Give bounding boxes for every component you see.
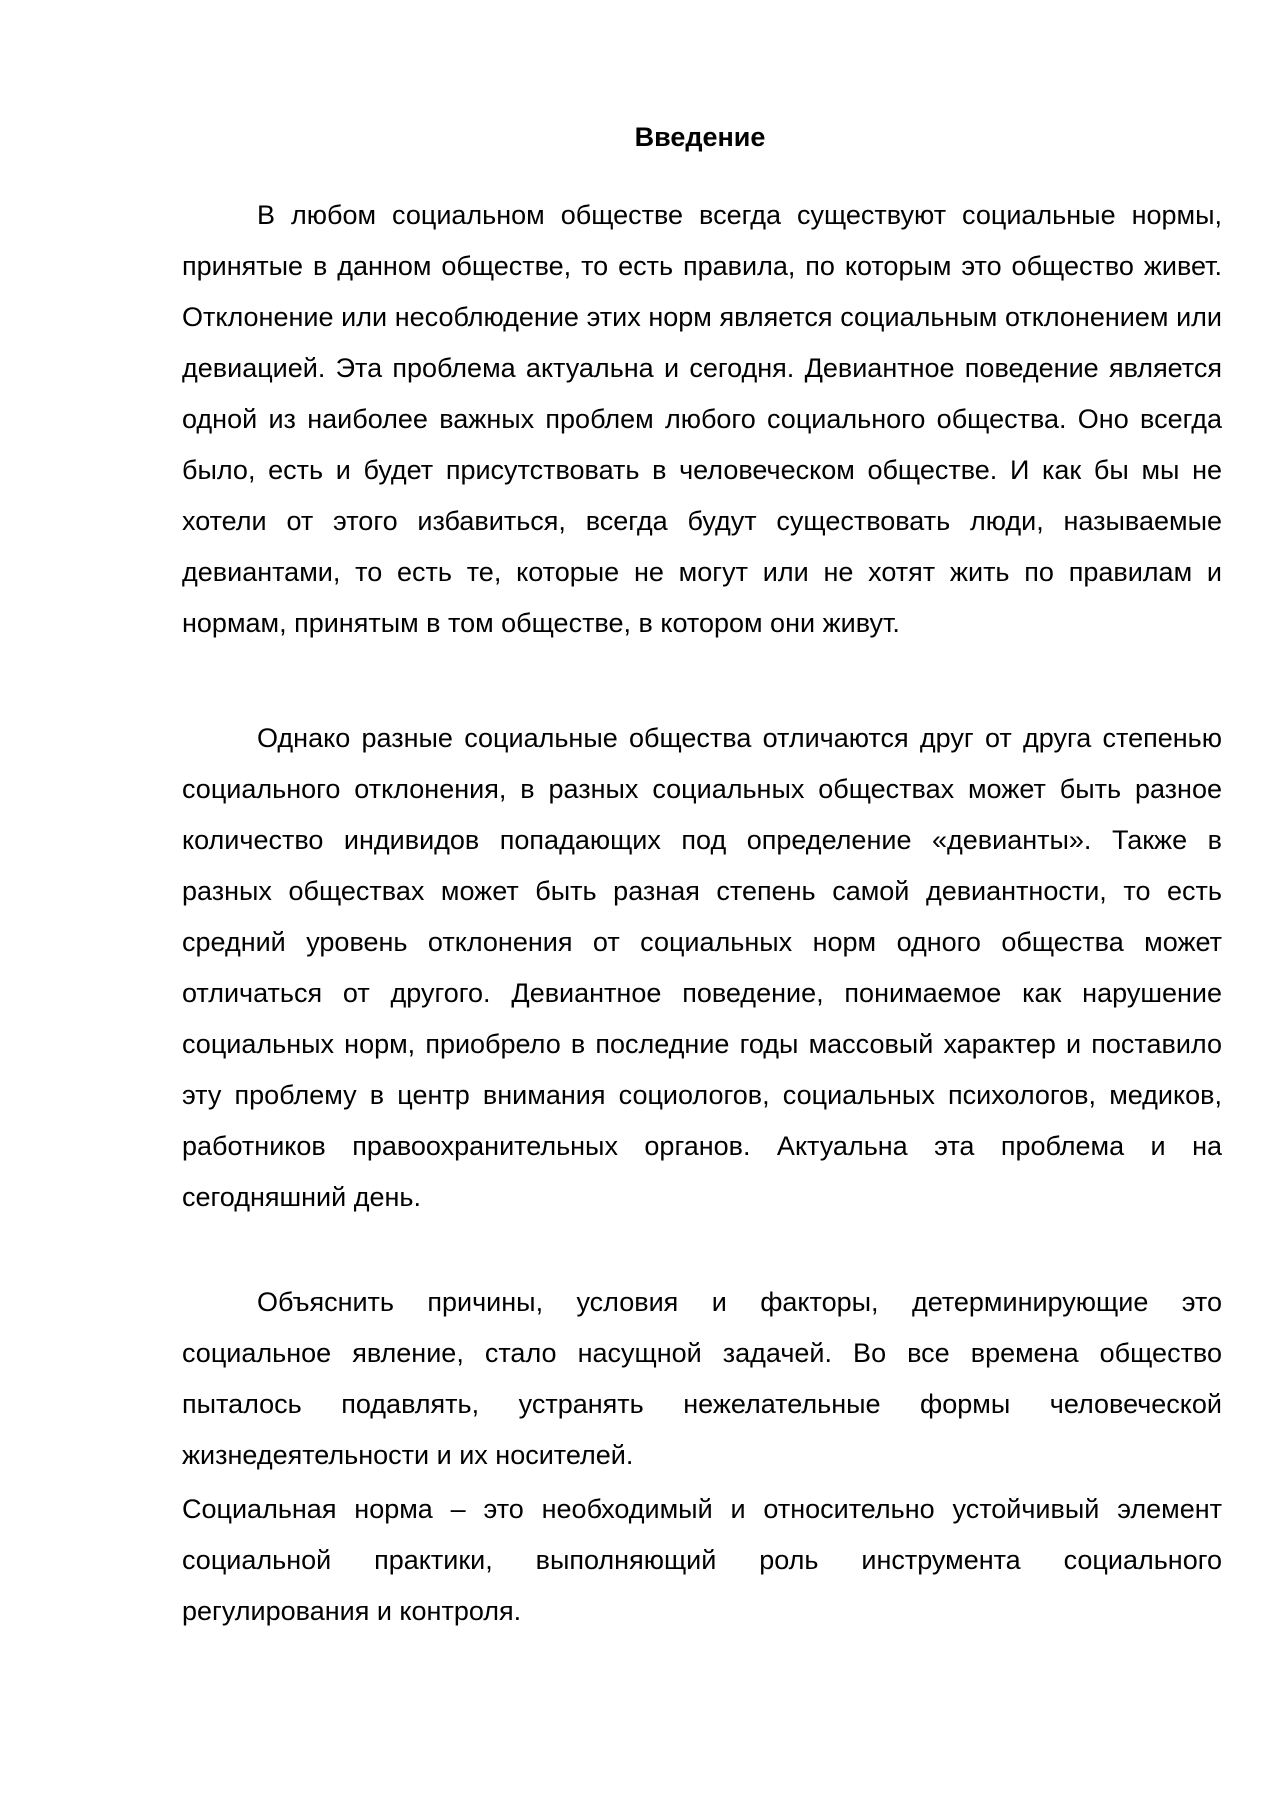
paragraph-3: Объяснить причины, условия и факторы, детерминирующие это социальное явление, стало насущной задачей. Во все времена общество пыталось подавлять, устранять нежелательные формы человеческой жизнедеятельности и их носителей. <box>182 1287 1222 1470</box>
page-title: Введение <box>634 122 766 152</box>
paragraph-2: Однако разные социальные общества отличаются друг от друга степенью социального отклонения, в разных социальных обществах может быть разное количество индивидов попадающих под определение «девианты». Также в разных обществах может быть разная степень самой девиантности, то есть средний уровень отклонения от социальных норм одного общества может отличаться от другого. Девиантное поведение, понимаемое как нарушение социальных норм, приобрело в последние годы массовый характер и поставило эту проблему в центр внимания социологов, социальных психологов, медиков, работников правоохранительных органов. Актуальна эта проблема и на сегодняшний день. <box>182 723 1222 1212</box>
paragraph-4: Социальная норма – это необходимый и относительно устойчивый элемент социальной практики, выполняющий роль инструмента социального регулирования и контроля. <box>182 1494 1222 1626</box>
paragraph-1: В любом социальном обществе всегда существуют социальные нормы, принятые в данном обществе, то есть правила, по которым это общество живет. Отклонение или несоблюдение этих норм является социальным отклонением или девиацией. Эта проблема актуальна и сегодня. Девиантное поведение является одной из наиболее важных проблем любого социального общества. Оно всегда было, есть и будет присутствовать в человеческом обществе. И как бы мы не хотели от этого избавиться, всегда будут существовать люди, называемые девиантами, то есть те, которые не могут или не хотят жить по правилам и нормам, принятым в том обществе, в котором они живут. <box>182 200 1222 638</box>
